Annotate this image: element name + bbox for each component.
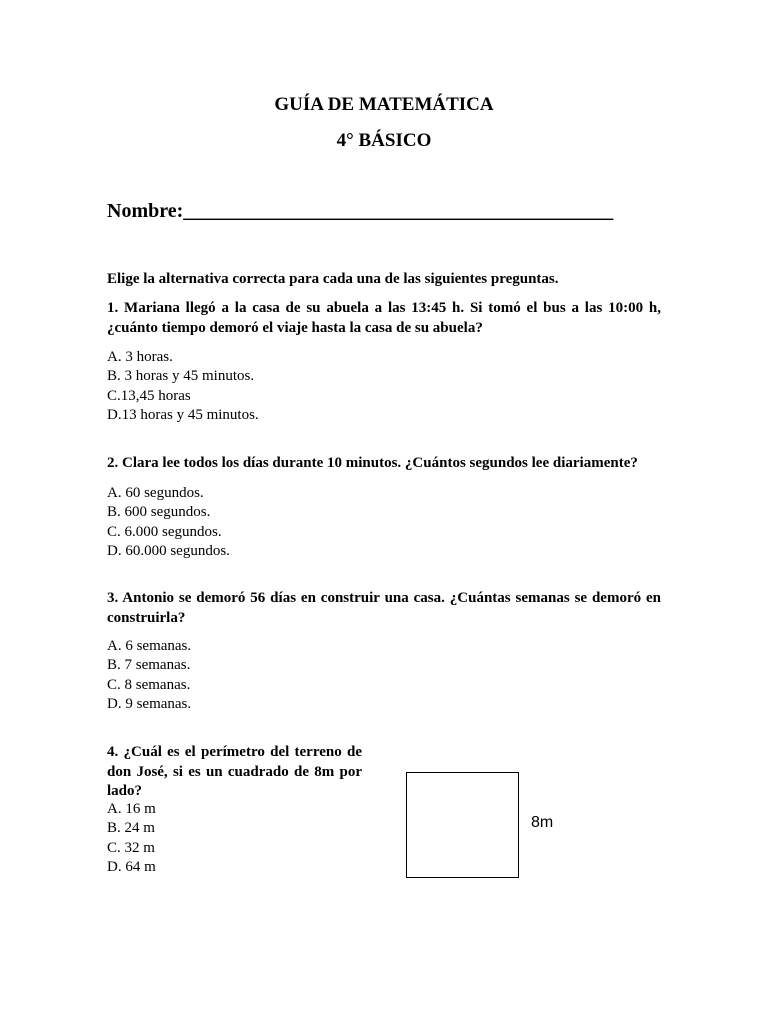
instructions-text: Elige la alternativa correcta para cada una de las siguientes preguntas. bbox=[107, 271, 559, 287]
option-item[interactable]: B. 3 horas y 45 minutos. bbox=[107, 368, 255, 385]
option-item[interactable]: D.13 horas y 45 minutos. bbox=[107, 406, 259, 423]
question-1: 1. Mariana llegó a la casa de su abuela a las 13:45 h. Si tomó el bus a las 10:00 h, ¿cuánto tiempo demoró el viaje hasta la casa de su abuela? bbox=[107, 300, 661, 336]
option-item[interactable]: D. 60.000 segundos. bbox=[107, 542, 230, 559]
square-side-label: 8m bbox=[531, 814, 554, 831]
option-item[interactable]: B. 24 m bbox=[107, 820, 155, 837]
question-3-options bbox=[107, 637, 191, 714]
name-field[interactable]: Nombre:___________________________________________ bbox=[107, 200, 614, 222]
option-item[interactable]: C.13,45 horas bbox=[107, 387, 191, 404]
option-item[interactable]: A. 6 semanas. bbox=[107, 638, 192, 654]
option-item[interactable]: C. 8 semanas. bbox=[107, 676, 191, 693]
grade-subtitle: 4° BÁSICO bbox=[336, 130, 432, 151]
worksheet-title: GUÍA DE MATEMÁTICA bbox=[274, 94, 494, 115]
question-4-options bbox=[107, 800, 156, 877]
option-item[interactable]: B. 600 segundos. bbox=[107, 504, 211, 521]
option-item[interactable]: A. 16 m bbox=[107, 801, 156, 817]
option-item[interactable]: B. 7 semanas. bbox=[107, 657, 191, 674]
question-2-options bbox=[107, 484, 230, 561]
square-figure bbox=[406, 772, 519, 878]
question-1-options bbox=[107, 348, 259, 425]
option-item[interactable]: D. 64 m bbox=[107, 858, 156, 875]
question-3: 3. Antonio se demoró 56 días en construir una casa. ¿Cuántas semanas se demoró en construirla? bbox=[107, 590, 661, 626]
option-item[interactable]: C. 6.000 segundos. bbox=[107, 523, 222, 540]
option-item[interactable]: C. 32 m bbox=[107, 839, 155, 856]
option-item[interactable]: A. 3 horas. bbox=[107, 349, 173, 365]
question-2: 2. Clara lee todos los días durante 10 minutos. ¿Cuántos segundos lee diariamente? bbox=[107, 455, 638, 471]
option-item[interactable]: D. 9 semanas. bbox=[107, 695, 192, 712]
option-item[interactable]: A. 60 segundos. bbox=[107, 485, 204, 501]
question-4: 4. ¿Cuál es el perímetro del terreno de don José, si es un cuadrado de 8m por lado? bbox=[107, 744, 362, 799]
